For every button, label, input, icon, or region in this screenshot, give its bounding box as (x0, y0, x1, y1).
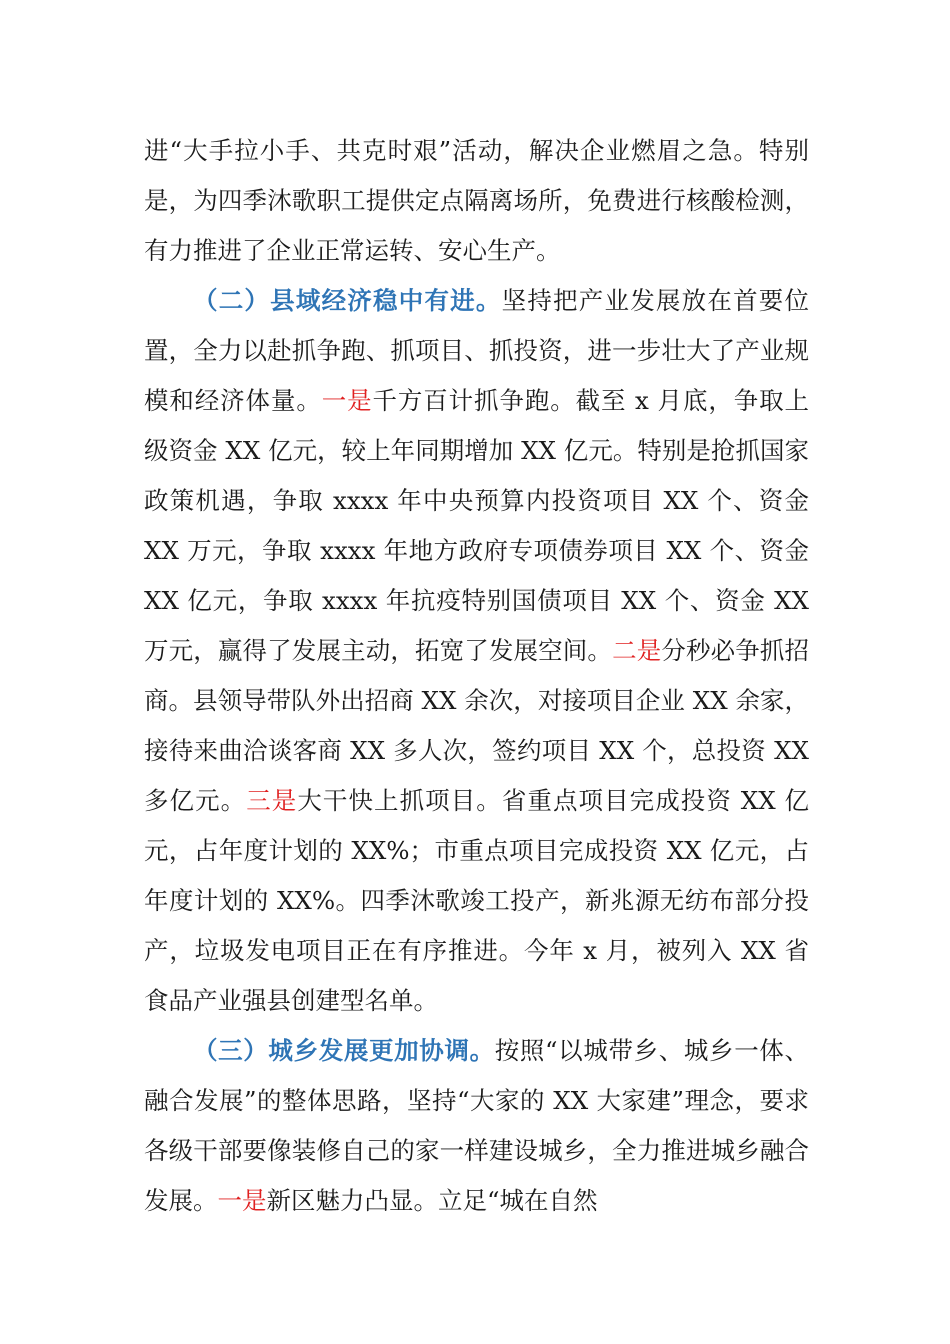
document-page (144, 126, 809, 1226)
paragraph-2-text-intro: 坚持把产业发展放在首要位置，全力以赴抓争跑、抓项目、抓投资，进一步壮大了产业规模和经济体量。 (144, 286, 809, 415)
paragraph-3-text-intro: 按照“以城带乡、城乡一体、融合发展”的整体思路，坚持“大家的 XX 大家建”理念，要求各级干部要像装修自己的家一样建设城乡，全力推进城乡融合发展。 (144, 1036, 809, 1215)
paragraph-2 (144, 276, 809, 1026)
paragraph-2-text-second: 分秒必争抓招商。县领导带队外出招商 XX 余次，对接项目企业 XX 余家，接待来曲洽谈客商 XX 多人次，签约项目 XX 个，总投资 XX 多亿元。 (144, 636, 810, 815)
paragraph-1-text: 进“大手拉小手、共克时艰”活动，解决企业燃眉之急。特别是，为四季沐歌职工提供定点隔离场所，免费进行核酸检测，有力推进了企业正常运转、安心生产。 (144, 136, 809, 265)
section-heading-2: （二）县域经济稳中有进。 (193, 286, 502, 315)
paragraph-3 (144, 1026, 809, 1226)
paragraph-2-text-first: 千方百计抓争跑。截至 x 月底，争取上级资金 XX 亿元，较上年同期增加 XX 亿元。特别是抢抓国家政策机遇，争取 xxxx 年中央预算内投资项目 XX 个、资金 XX 万元，争取 xxxx 年地方政府专项债券项目 XX 个、资金 XX 亿元，争取 xxxx 年抗疫特别国债项目 XX 个、资金 XX 万元，赢得了发展主动，拓宽了发展空间。 (144, 386, 809, 665)
marker-first-section-3: 一是 (217, 1186, 267, 1215)
paragraph-1 (144, 126, 809, 276)
marker-second: 二是 (612, 636, 662, 665)
section-heading-3: （三）城乡发展更加协调。 (193, 1036, 495, 1065)
paragraph-2-text-third: 大干快上抓项目。省重点项目完成投资 XX 亿元，占年度计划的 XX%；市重点项目完成投资 XX 亿元，占年度计划的 XX%。四季沐歌竣工投产，新兆源无纺布部分投产，垃圾发电项目正在有序推进。今年 x 月，被列入 XX 省食品产业强县创建型名单。 (144, 786, 809, 1015)
marker-third: 三是 (246, 786, 298, 815)
paragraph-3-text-first: 新区魅力凸显。立足“城在自然 (266, 1186, 598, 1215)
marker-first: 一是 (321, 386, 373, 415)
